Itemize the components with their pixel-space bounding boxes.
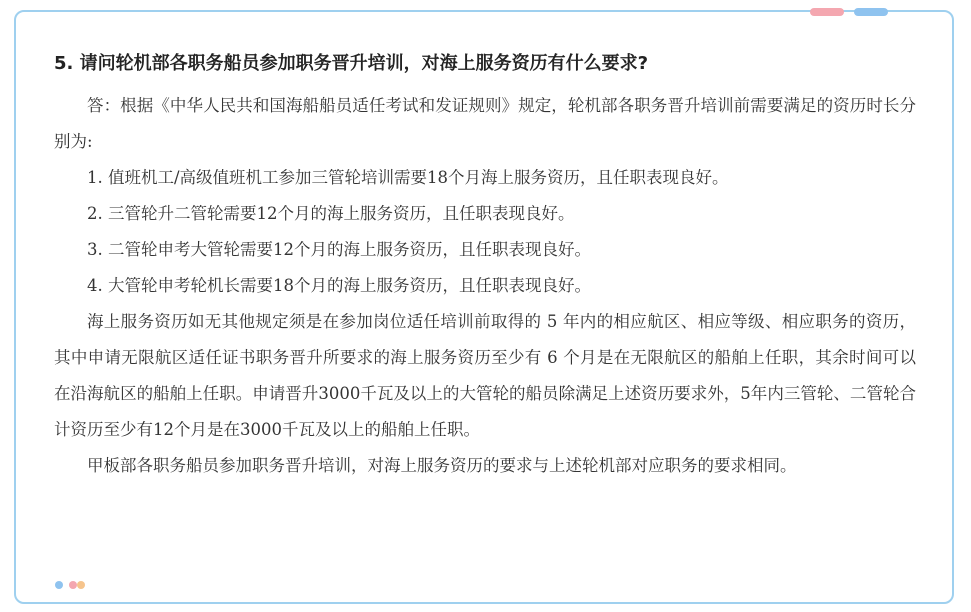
question-title: 5. 请问轮机部各职务船员参加职务晋升培训，对海上服务资历有什么要求?: [54, 53, 649, 74]
requirement-item-4: 4. 大管轮申考轮机长需要18个月的海上服务资历，且任职表现良好。: [87, 276, 591, 295]
requirement-item-3: 3. 二管轮申考大管轮需要12个月的海上服务资历，且任职表现良好。: [87, 240, 591, 259]
answer-intro: 答：根据《中华人民共和国海船船员适任考试和发证规则》规定，轮机部各职务晋升培训前需要满足的资历时长分别为:: [54, 96, 916, 151]
requirement-item-1: 1. 值班机工/高级值班机工参加三管轮培训需要18个月海上服务资历，且任职表现良好。: [87, 168, 729, 187]
answer-note: 海上服务资历如无其他规定须是在参加岗位适任培训前取得的 5 年内的相应航区、相应等级、相应职务的资历，其中申请无限航区适任证书职务晋升所要求的海上服务资历至少有 6 个月是在无限航区的船舶上任职，其余时间可以在沿海航区的船舶上任职。申请晋升3000千瓦及以上的大管轮的船员除满足上述资历要求外，5年内三管轮、二管轮合计资历至少有12个月是在3000千瓦及以上的船舶上任职。: [54, 312, 916, 439]
decor-pill-pink: [810, 8, 844, 16]
decor-dot-orange: [77, 581, 85, 589]
requirement-item-2: 2. 三管轮升二管轮需要12个月的海上服务资历，且任职表现良好。: [87, 204, 575, 223]
answer-deck-note: 甲板部各职务船员参加职务晋升培训，对海上服务资历的要求与上述轮机部对应职务的要求相同。: [87, 456, 797, 475]
decor-dot-blue: [55, 581, 63, 589]
decor-dot-pink: [69, 581, 77, 589]
decor-pill-blue: [854, 8, 888, 16]
qa-content: [54, 50, 916, 484]
